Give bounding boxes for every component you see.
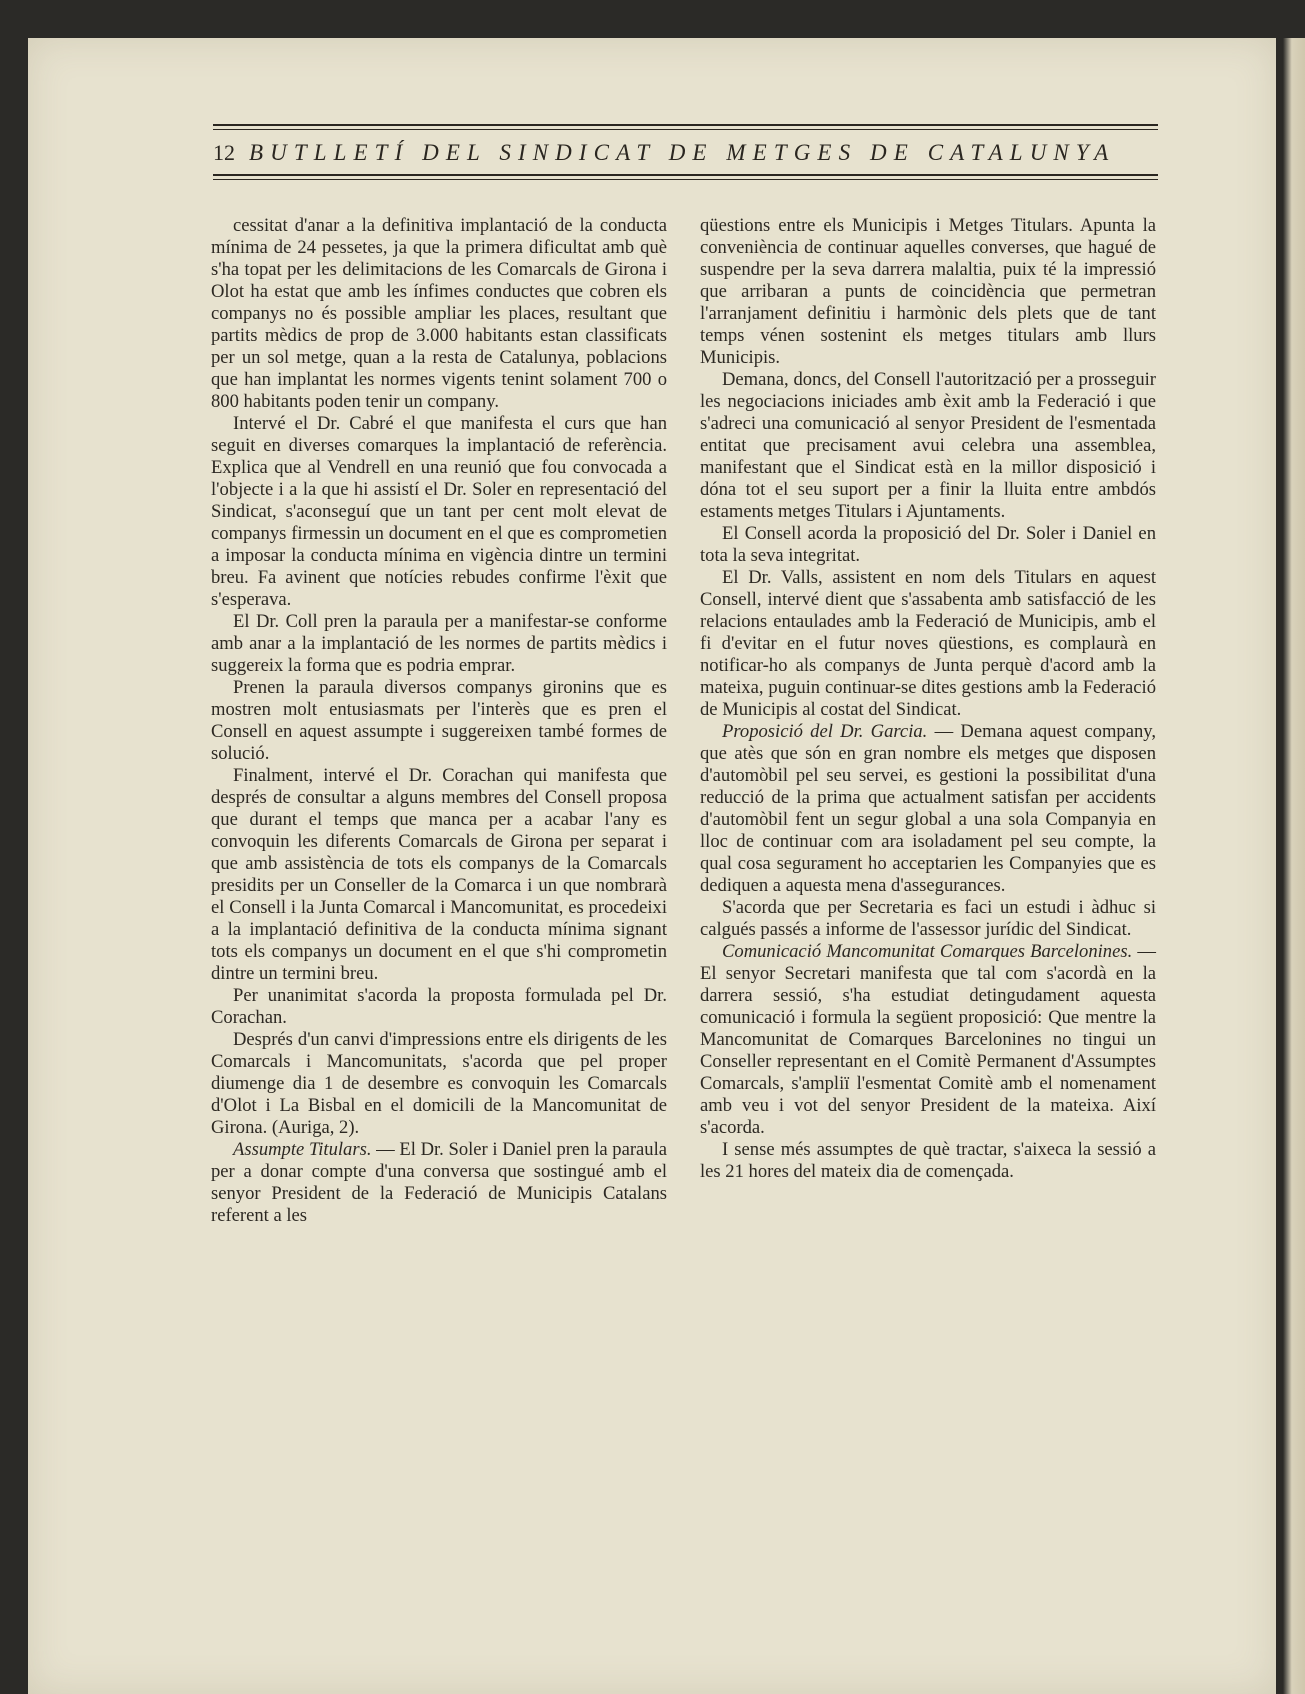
header-rule-top-thin [213,129,1158,130]
paragraph [211,611,667,677]
left-column [211,215,667,1227]
paragraph-text: Demana, doncs, del Consell l'autorització per a prosseguir les negociacions iniciades amb èxit amb la Federació i que s'adreci una comunicació al senyor President de l'esmentada entitat que precisament avui celebra una assemblea, manifestant que el Sindicat està en la millor disposició i dóna tot el seu suport per a finir la lluita entre ambdós estaments metges Titulars i Ajuntaments. [700,369,1156,522]
paragraph-text: El Consell acorda la proposició del Dr. Soler i Daniel en tota la seva integritat. [700,523,1156,566]
paragraph [211,215,667,413]
paragraph-text: El Dr. Coll pren la paraula per a manifestar-se conforme amb anar a la implantació de les normes de partits mèdics i suggereix la forma que es podria emprar. [211,611,667,676]
paragraph-text: — El senyor Secretari manifesta que tal com s'acordà en la darrera sessió, s'ha estudiat detingudament aquesta comunicació i formula la següent proposició: Que mentre la Mancomunitat de Comarques Barcelonines no tingui un Conseller representant en el Comitè Permanent d'Assumptes Comarcals, s'ampliï l'esmentat Comitè amb el nomenament amb veu i vot del senyor President de la mateixa. Així s'acorda. [700,941,1156,1138]
paragraph-text: S'acorda que per Secretaria es faci un estudi i àdhuc si calgués passés a informe de l'assessor jurídic del Sindicat. [700,897,1156,940]
right-column [700,215,1156,1183]
header-rule-top [213,124,1158,126]
paragraph [211,765,667,985]
paragraph-text: — El Dr. Soler i Daniel pren la paraula per a donar compte d'una conversa que sostingué amb el senyor President de la Federació de Municipis Catalans referent a les [211,1139,667,1226]
header-line [213,136,1158,170]
paragraph [211,413,667,611]
header-rule-bottom-thin [213,179,1158,180]
journal-title: BUTLLETÍ DEL SINDICAT DE METGES DE CATALUNYA [249,140,1116,165]
paragraph-text: Prenen la paraula diversos companys gironins que es mostren molt entusiasmats per l'interès que es pren el Consell en aquest assumpte i suggereixen també formes de solució. [211,677,667,764]
running-header [213,124,1158,180]
paragraph-text: Després d'un canvi d'impressions entre els dirigents de les Comarcals i Mancomunitats, s'acorda que pel proper diumenge dia 1 de desembre es convoquin les Comarcals d'Olot i La Bisbal en el domicili de la Mancomunitat de Girona. (Auriga, 2). [211,1029,667,1138]
paragraph [700,1139,1156,1183]
paragraph-text: Intervé el Dr. Cabré el que manifesta el curs que han seguit en diverses comarques la implantació de referència. Explica que al Vendrell en una reunió que fou convocada a l'objecte i a la que hi assistí el Dr. Soler en representació del Sindicat, s'aconseguí que un tant per cent molt elevat de companys firmessin un document en el que es comprometien a imposar la conducta mínima en vigència dintre un termini breu. Fa avinent que notícies rebudes confirme l'èxit que s'esperava. [211,413,667,610]
paragraph-text: qüestions entre els Municipis i Metges Titulars. Apunta la conveniència de continuar aquelles converses, que hagué de suspendre per la seva darrera malaltia, puix té la impressió que arribaran a punts de coincidència que permetran l'arranjament definitiu i harmònic dels plets que de tant temps vénen sostenint els metges titulars amb llurs Municipis. [700,215,1156,368]
next-page-edge [1283,38,1305,1694]
header-rule-bottom [213,174,1158,176]
paragraph-heading: Proposició del Dr. Garcia. [722,721,928,742]
paragraph-text: Finalment, intervé el Dr. Corachan qui manifesta que després de consultar a alguns membres del Consell proposa que durant el temps que manca per a acabar l'any es convoquin les diferents Comarcals de Girona per separat i que amb assistència de tots els companys de la Comarcals presidits per un Conseller de la Comarca i un que nombrarà el Consell i la Junta Comarcal i Mancomunitat, es procedeixi a la implantació definitiva de la conducta mínima signant tots els companys un document en el que s'hi comprometin dintre un termini breu. [211,765,667,984]
paragraph [700,721,1156,897]
page-number: 12 [213,140,235,165]
paragraph-text: Per unanimitat s'acorda la proposta formulada pel Dr. Corachan. [211,985,667,1028]
paragraph [211,1139,667,1227]
paragraph [700,215,1156,369]
paragraph [211,985,667,1029]
paragraph-heading: Comunicació Mancomunitat Comarques Barcelonines. [722,941,1133,962]
paragraph [211,677,667,765]
paragraph-text: — Demana aquest company, que atès que són en gran nombre els metges que disposen d'automòbil pel seu servei, es gestioni la possibilitat d'una reducció de la prima que actualment satisfan per accidents d'automòbil fent un segur global a una sola Companyia en lloc de continuar com ara isoladament pel seu compte, la qual cosa segurament ho acceptarien les Companyies que es dediquen a aquesta mena d'assegurances. [700,721,1156,896]
paragraph-text: cessitat d'anar a la definitiva implantació de la conducta mínima de 24 pessetes, ja que la primera dificultat amb què s'ha topat per les delimitacions de les Comarcals de Girona i Olot ha estat que amb les ínfimes conductes que cobren els companys no és possible ampliar les places, resultant que partits mèdics de prop de 3.000 habitants estan classificats per un sol metge, quan a la resta de Catalunya, poblacions que han implantat les normes vigents tenint solament 700 o 800 habitants poden tenir un company. [211,215,667,412]
paragraph [700,369,1156,523]
paragraph-heading: Assumpte Titulars. [233,1139,372,1160]
paragraph [211,1029,667,1139]
paragraph [700,567,1156,721]
paragraph-text: I sense més assumptes de què tractar, s'aixeca la sessió a les 21 hores del mateix dia de començada. [700,1139,1156,1182]
paragraph [700,523,1156,567]
paragraph [700,941,1156,1139]
paragraph-text: El Dr. Valls, assistent en nom dels Titulars en aquest Consell, intervé dient que s'assabenta amb satisfacció de les relacions entaulades amb la Federació de Municipis, amb el fi d'evitar en el futur noves qüestions, es complaurà en notificar-ho als companys de Junta perquè d'acord amb la mateixa, puguin continuar-se dites gestions amb la Federació de Municipis al costat del Sindicat. [700,567,1156,720]
paragraph [700,897,1156,941]
